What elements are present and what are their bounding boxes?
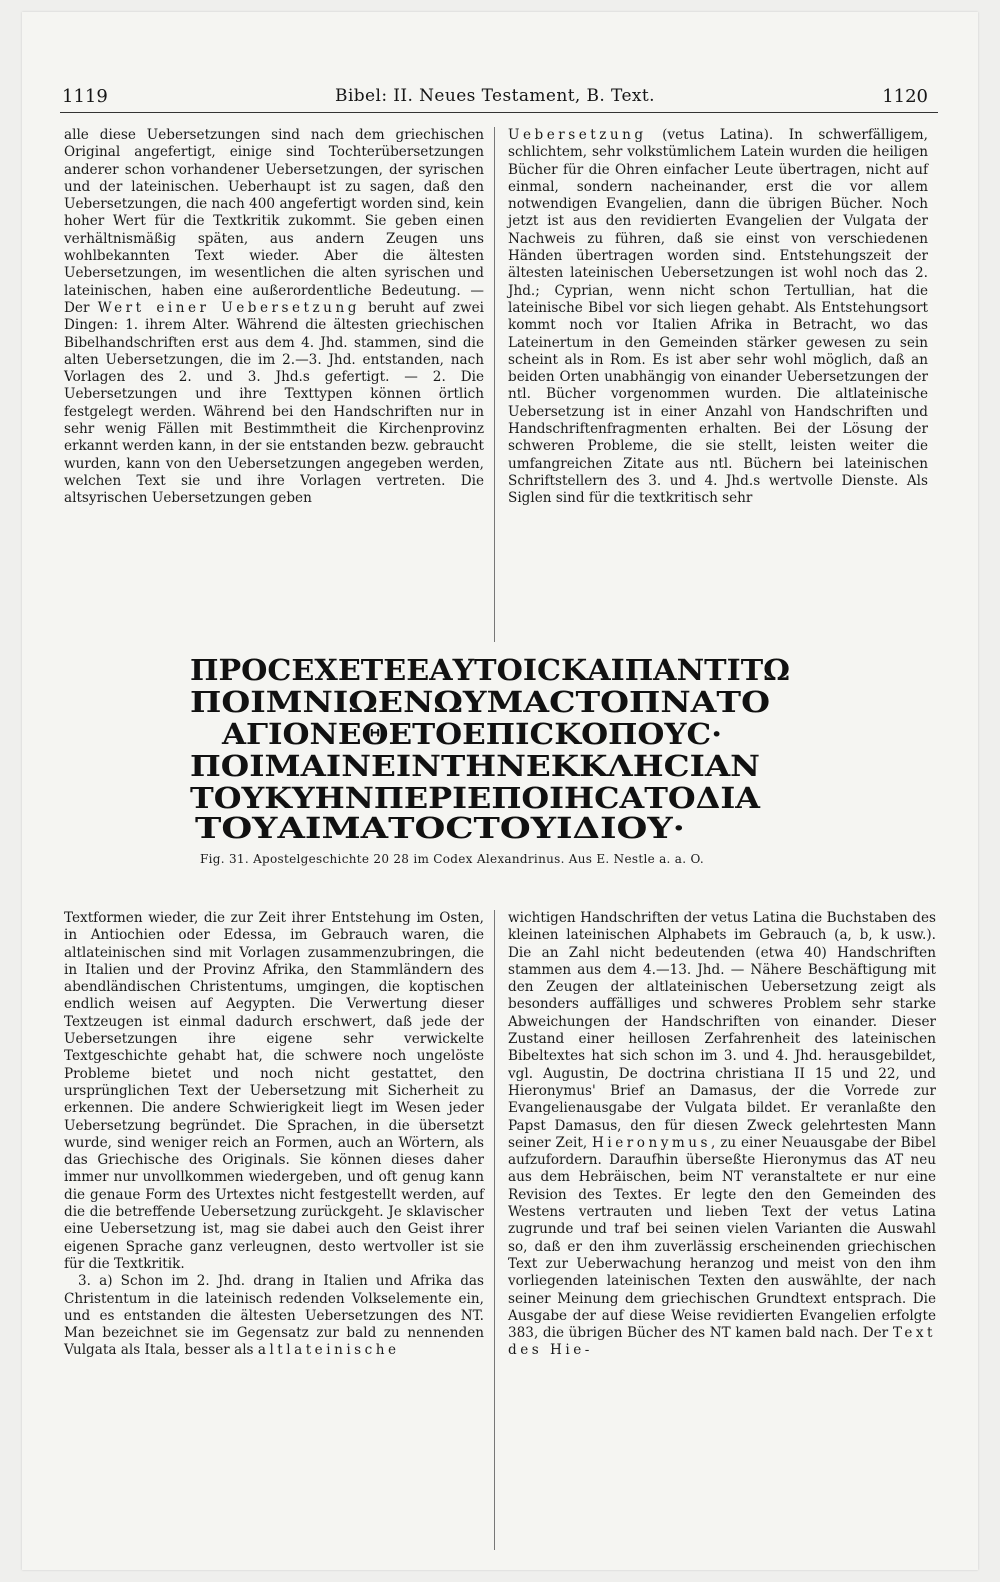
column-top-right [508,127,928,508]
figure-caption: Fig. 31. Apostelgeschichte 20 28 im Codex Alexandrinus. Aus E. Nestle a. a. O. [200,852,705,866]
paragraph [64,127,484,508]
uncial-line: ΠΟΙΜΝΙΩΕΝΩΥΜΑCΤΟΠΝΑΤΟ [190,685,770,719]
uncial-line: ΤΟΥΚΥΗΝΠΕΡΙΕΠΟΙΗCΑΤΟΔΙΑ [190,781,761,815]
text-run: beruht auf zwei Dingen: 1. ihrem Alter. Während die ältesten griechischen Bibelhandschriften erst aus dem 4. Jhd. stammen, sind die alten Uebersetzungen, die im 2.—3. Jhd. entstanden, nach Vorlagen des 2. und 3. Jhd.s gefertigt. — 2. Die Uebersetzungen und ihre Texttypen können örtlich festgelegt werden. Während bei den Handschriften nur in sehr wenig Fällen mit Bestimmtheit die Kirchenprovinz erkannt werden kann, in der sie entstanden bezw. gebraucht wurden, kann von den Uebersetzungen angegeben werden, welchen Text sie und ihre Vorlagen vertreten. Die altsyrischen Uebersetzungen geben [64,299,484,507]
uncial-text-image [180,650,860,850]
uncial-line: ΠΟΙΜΑΙΝΕΙΝΤΗΝΕΚΚΛΗCΙΑΝ [190,749,760,783]
column-divider [494,910,495,1550]
running-title: Bibel: II. Neues Testament, B. Text. [335,86,655,106]
page-number-right: 1120 [882,86,928,107]
text-run: , zu einer Neuausgabe der Bibel aufzufordern. Daraufhin überseßte Hieronymus das AT neu aus dem Hebräischen, beim NT veranstaltete er nur eine Revision des Textes. Er legte den den Gemeinden des Westens vertrauten und lieben Text der vetus Latina zugrunde und traf bei seinen vielen Varianten die Auswahl so, daß er den ihm zuverlässig erscheinenden griechischen Text zur Ueberwachung heranzog und meist von den ihm vorliegenden lateinischen Texten den auswählte, der nach seiner Meinung dem griechischen Grundtext entsprach. Die Ausgabe der auf diese Weise revidierten Evangelien erfolgte 383, die übrigen Bücher des NT kamen bald nach. Der [508,1134,936,1342]
spaced-emphasis: Text des Hie- [508,1325,936,1359]
text-run: 3. a) Schon im 2. Jhd. drang in Italien und Afrika das Christentum in die lateinisch redenden Volkselemente ein, und es entstanden die ältesten Uebersetzungen des NT. Man bezeichnet sie im Gegensatz zur bald zu nennenden Vulgata als Itala, besser als [64,1273,484,1359]
spaced-emphasis: Wert einer Uebersetzung [97,299,360,316]
uncial-line: ΤΟΥΑΙΜΑΤΟCΤΟΥΙΔΙΟΥ· [195,811,685,845]
paragraph [64,1273,484,1359]
text-run: alle diese Uebersetzungen sind nach dem griechischen Original angefertigt, einige sind Tochterübersetzungen anderer schon vorhandener Uebersetzungen, der syrischen und der lateinischen. Ueberhaupt ist zu sagen, daß den Uebersetzungen, die nach 400 angefertigt worden sind, kein hoher Wert für die Textkritik zukommt. Sie geben einen verhältnismäßig späten, aus andern Zeugen uns wohlbekannten Text wieder. Aber die ältesten Uebersetzungen, im wesentlichen die alten syrischen und lateinischen, haben eine außerordentliche Bedeutung. — Der [64,127,484,316]
running-header [50,80,940,112]
paragraph [508,910,936,1360]
header-rule [60,112,938,113]
text-run: wichtigen Handschriften der vetus Latina die Buchstaben des kleinen lateinischen Alphabets im Gebrauch (a, b, k usw.). Die an Zahl nicht bedeutenden (etwa 40) Handschriften stammen aus dem 4.—13. Jhd. — Nähere Beschäftigung mit den Zeugen der altlateinischen Uebersetzung zeigt als besonders auffälliges und schweres Problem sehr starke Abweichungen der Handschriften von einander. Dieser Zustand einer heillosen Zerfahrenheit des lateinischen Bibeltextes hat sich schon im 3. und 4. Jhd. herausgebildet, vgl. Augustin, De doctrina christiana II 15 und 22, und Hieronymus' Brief an Damasus, der die Vorrede zur Evangelienausgabe der Vulgata bildet. Er veranlaßte den Papst Damasus, den für diesen Zweck gelehrtesten Mann seiner Zeit, [508,910,936,1151]
uncial-line: ΑΓΙΟΝΕΘΕΤΟΕΠΙCΚΟΠΟΥC· [220,717,722,751]
paragraph [508,127,928,508]
column-bottom-right [508,910,936,1360]
codex-figure [180,650,860,850]
column-bottom-left [64,910,484,1360]
spaced-emphasis: Hieronymus [592,1134,712,1151]
uncial-line: ΠΡΟCΕΧΕΤΕΕΑΥΤΟΙCΚΑΙΠΑΝΤΙΤΩ [190,653,790,687]
spaced-emphasis: Uebersetzung [508,127,647,143]
text-run: (vetus Latina). In schwerfälligem, schlichtem, sehr volkstümlichem Latein wurden die heiligen Bücher für die Ohren einfacher Leute übertragen, nicht auf einmal, sondern nacheinander, erst die vor allem notwendigen Evangelien, dann die übrigen Bücher. Noch jetzt ist aus den revidierten Evangelien der Vulgata der Nachweis zu führen, daß sie einst von verschiedenen Händen übertragen worden sind. Entstehungszeit der ältesten lateinischen Uebersetzungen ist wohl noch das 2. Jhd.; Cyprian, wenn nicht schon Tertullian, hat die lateinische Bibel vor sich liegen gehabt. Als Entstehungsort kommt noch vor Italien Afrika in Betracht, wo das Lateinertum in den Gemeinden stärker gewesen zu sein scheint als in Rom. Es ist aber sehr wohl möglich, daß an beiden Orten unabhängig von einander Uebersetzungen der ntl. Bücher vorgenommen wurden. Die altlateinische Uebersetzung ist in einer Anzahl von Handschriften und Handschriftenfragmenten erhalten. Bei der Lösung der schweren Probleme, die sie stellt, leisten weiter die umfangreichen Zitate aus ntl. Büchern bei lateinischen Schriftstellern des 3. und 4. Jhd.s wertvolle Dienste. Als Siglen sind für die textkritisch sehr [508,127,928,507]
spaced-emphasis: altlateinische [257,1342,400,1359]
page-number-left: 1119 [62,86,108,107]
paragraph [64,910,484,1273]
column-divider [494,127,495,642]
column-top-left [64,127,484,508]
text-run: Textformen wieder, die zur Zeit ihrer Entstehung im Osten, in Antiochien oder Edessa, im Gebrauch waren, die altlateinischen sind mit Vorlagen zusammenzubringen, die in Italien und der Provinz Afrika, den Stammländern des abendländischen Christentums, umgingen, die koptischen endlich weisen auf Aegypten. Die Verwertung dieser Textzeugen ist einmal dadurch erschwert, daß jede der Uebersetzungen ihre eigene sehr verwickelte Textgeschichte gehabt hat, die schwere noch ungelöste Probleme bietet und noch nicht gestattet, den ursprünglichen Text der Uebersetzung mit Sicherheit zu erkennen. Die andere Schwierigkeit liegt im Wesen jeder Uebersetzung begründet. Die Sprachen, in die übersetzt wurde, sind weniger reich an Formen, auch an Wörtern, als das Griechische des Originals. Sie können dieses daher immer nur unvollkommen wiedergeben, und oft genug kann die genaue Form des Urtextes nicht festgestellt werden, auf die die betreffende Uebersetzung zurückgeht. Je sklavischer eine Uebersetzung ist, mag sie dabei auch den Geist ihrer eigenen Sprache ganz verleugnen, desto wertvoller ist sie für die Textkritik. [64,910,484,1272]
